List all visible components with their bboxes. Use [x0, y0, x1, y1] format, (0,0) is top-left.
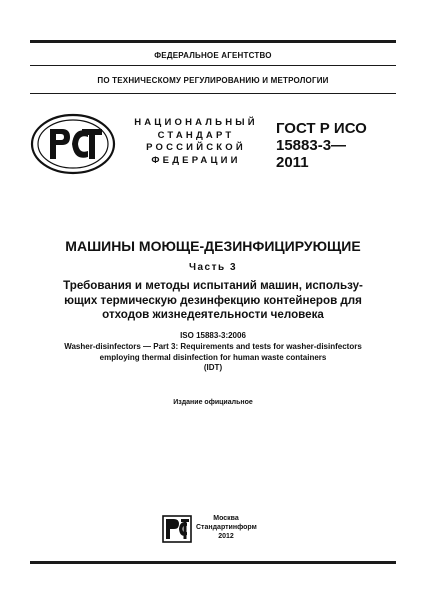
publisher-city: Москва [213, 515, 239, 522]
requirements-line: Требования и методы испытаний машин, использу- [63, 279, 363, 292]
publisher-block [196, 514, 256, 541]
national-standard-label [126, 117, 266, 167]
document-title: МАШИНЫ МОЮЩЕ-ДЕЗИНФИЦИРУЮЩИЕ [65, 238, 361, 254]
publisher-name: Стандартинформ [196, 524, 257, 531]
iso-english-line: employing thermal disinfection for human waste containers [99, 352, 327, 362]
agency-divider-1 [30, 65, 396, 66]
rst-logo-icon [30, 113, 116, 175]
requirements-line: отходов жизнедеятельности человека [102, 308, 324, 321]
agency-line-1: ФЕДЕРАЛЬНОЕ АГЕНТСТВО [154, 51, 272, 60]
agency-line-2: ПО ТЕХНИЧЕСКОМУ РЕГУЛИРОВАНИЮ И МЕТРОЛОГИИ [97, 76, 329, 85]
national-standard-line: НАЦИОНАЛЬНЫЙ [134, 117, 258, 128]
publisher-year: 2012 [218, 533, 234, 540]
iso-english-line: Washer-disinfectors — Part 3: Requirements and tests for washer-disinfectors [64, 341, 362, 351]
standard-number [276, 120, 396, 171]
standard-number-line-3: 2011 [276, 154, 309, 171]
iso-idt: (IDT) [203, 363, 223, 373]
requirements-title [20, 279, 406, 323]
edition-label: Издание официальное [173, 399, 253, 406]
bottom-rule [30, 561, 396, 564]
standard-number-line-1: ГОСТ Р ИСО [276, 120, 367, 137]
publisher-logo-icon [162, 515, 192, 543]
national-standard-line: СТАНДАРТ [157, 129, 235, 141]
part-label: Часть 3 [188, 262, 238, 273]
iso-reference [20, 331, 406, 374]
national-standard-line: РОССИЙСКОЙ [146, 142, 246, 153]
national-standard-line: ФЕДЕРАЦИИ [151, 154, 241, 166]
requirements-line: ющих термическую дезинфекцию контейнеров для [64, 293, 362, 307]
top-rule [30, 40, 396, 43]
iso-code: ISO 15883-3:2006 [180, 331, 246, 340]
agency-divider-2 [30, 93, 396, 94]
standard-number-line-2: 15883-3— [276, 137, 347, 154]
